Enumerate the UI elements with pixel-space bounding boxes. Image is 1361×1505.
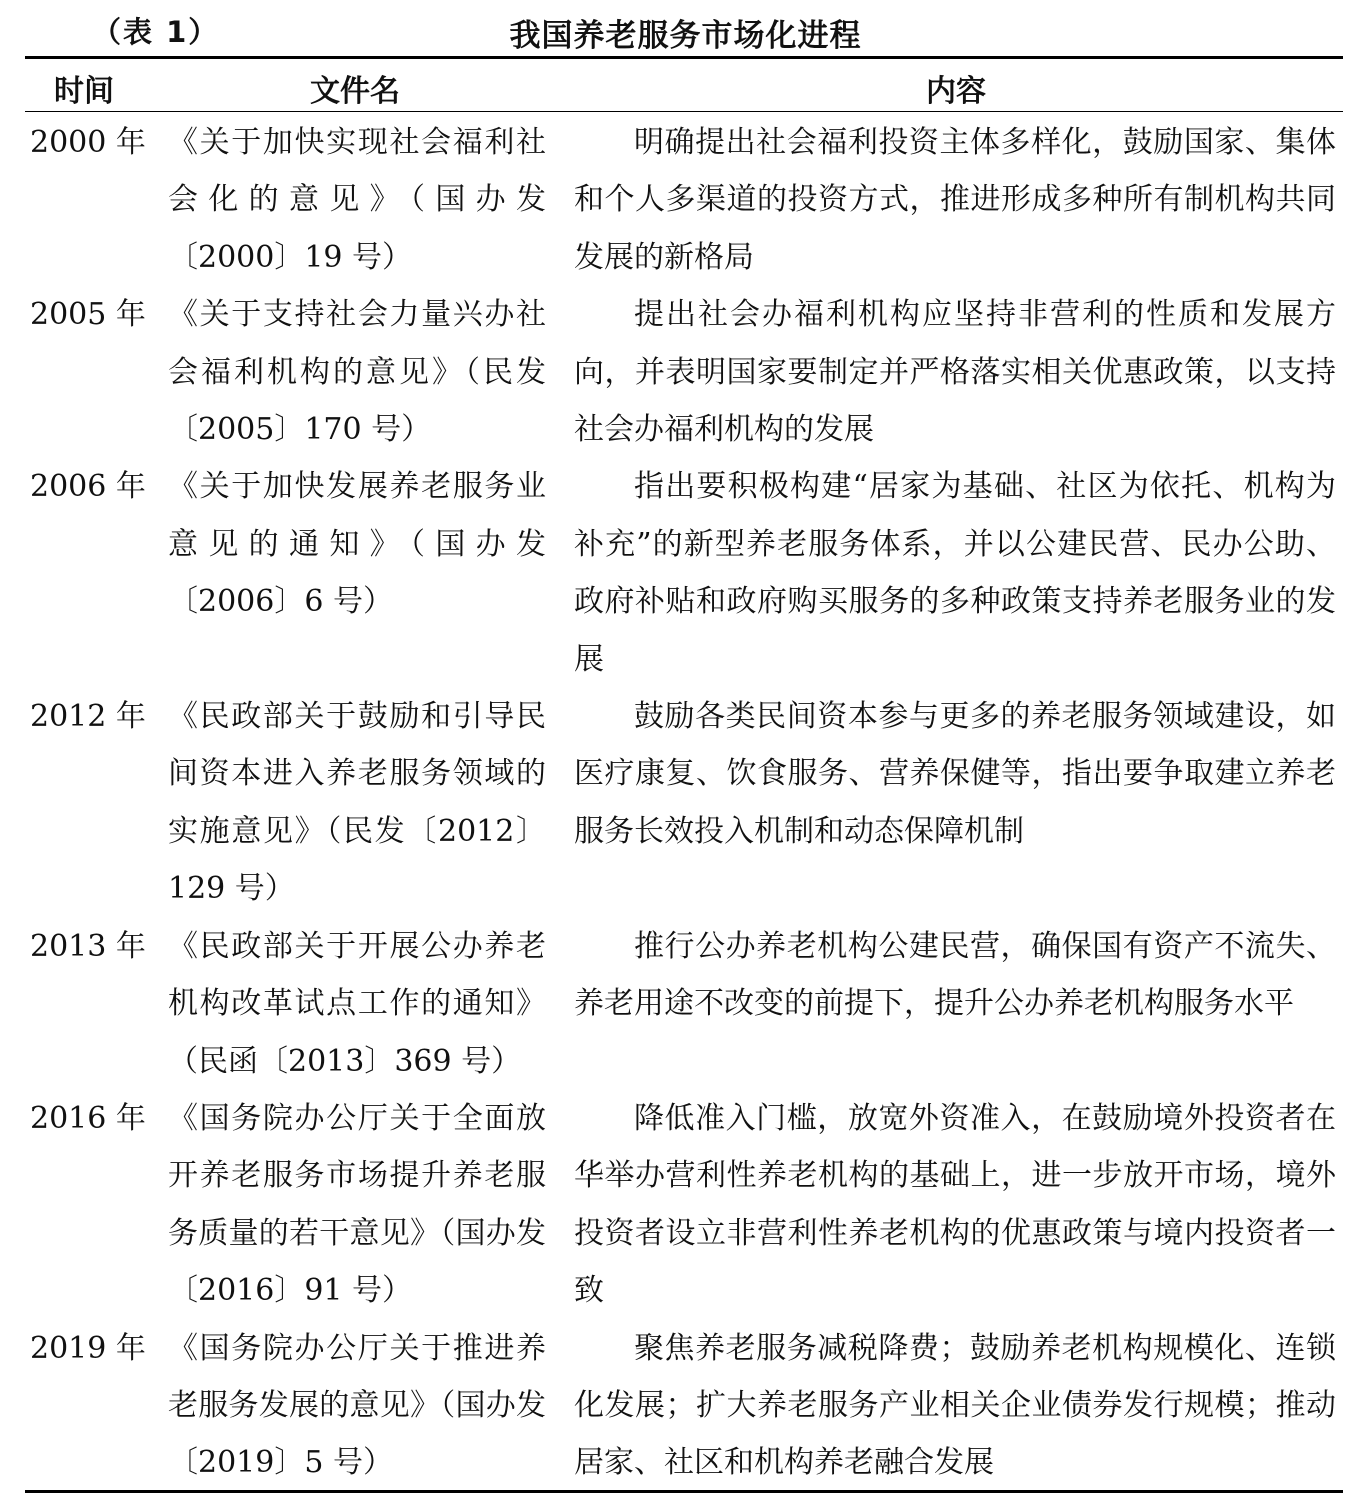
cell-file: 《民政部关于开展公办养老机构改革试点工作的通知》（民函〔2013〕369 号） — [168, 928, 546, 1079]
cell-content: 降低准入门槛，放宽外资准入，在鼓励境外投资者在华举办营利性养老机构的基础上，进一步放开市场，境外投资者设立非营利性养老机构的优惠政策与境内投资者一致 — [574, 1100, 1336, 1309]
cell-time: 2006 年 — [30, 469, 146, 505]
bottom-rule — [25, 1490, 1343, 1493]
column-header-content: 内容 — [926, 74, 986, 109]
column-header-time: 时间 — [54, 74, 114, 109]
table-caption — [0, 6, 1361, 54]
cell-time: 2016 年 — [30, 1100, 146, 1136]
cell-content: 提出社会办福利机构应坚持非营利的性质和发展方向，并表明国家要制定并严格落实相关优惠政策，以支持社会办福利机构的发展 — [574, 297, 1336, 448]
table-row — [0, 918, 1361, 1090]
table-label: （表 1） — [92, 15, 220, 49]
table-row — [0, 458, 1361, 688]
cell-file: 《关于支持社会力量兴办社会福利机构的意见》（民发〔2005〕170 号） — [168, 297, 546, 448]
table-row — [0, 286, 1361, 458]
cell-time: 2005 年 — [30, 297, 146, 333]
table-row — [0, 1320, 1361, 1492]
cell-time: 2019 年 — [30, 1330, 146, 1366]
cell-content: 聚焦养老服务减税降费；鼓励养老机构规模化、连锁化发展；扩大养老服务产业相关企业债券发行规模；推动居家、社区和机构养老融合发展 — [574, 1330, 1336, 1481]
cell-file: 《民政部关于鼓励和引导民间资本进入养老服务领域的实施意见》（民发〔2012〕129 号） — [168, 699, 546, 907]
cell-content: 明确提出社会福利投资主体多样化，鼓励国家、集体和个人多渠道的投资方式，推进形成多种所有制机构共同发展的新格局 — [574, 125, 1336, 275]
cell-file: 《国务院办公厅关于全面放开养老服务市场提升养老服务质量的若干意见》（国办发〔2016〕91 号） — [168, 1100, 546, 1309]
cell-content: 鼓励各类民间资本参与更多的养老服务领域建设，如医疗康复、饮食服务、营养保健等，指出要争取建立养老服务长效投入机制和动态保障机制 — [574, 699, 1336, 849]
table-row — [0, 114, 1361, 286]
cell-file: 《国务院办公厅关于推进养老服务发展的意见》（国办发〔2019〕5 号） — [168, 1330, 546, 1481]
top-rule — [25, 56, 1343, 59]
cell-time: 2000 年 — [30, 125, 146, 160]
cell-time: 2013 年 — [30, 928, 146, 964]
table-title: 我国养老服务市场化进程 — [509, 18, 862, 54]
cell-file: 《关于加快实现社会福利社会化的意见》（国办发〔2000〕19 号） — [168, 125, 546, 275]
header-rule — [25, 111, 1343, 112]
table-body — [0, 114, 1361, 1492]
cell-time: 2012 年 — [30, 699, 146, 735]
cell-content: 指出要积极构建“居家为基础、社区为依托、机构为补充”的新型养老服务体系，并以公建民营、民办公助、政府补贴和政府购买服务的多种政策支持养老服务业的发展 — [574, 469, 1336, 677]
cell-file: 《关于加快发展养老服务业意见的通知》（国办发〔2006〕6 号） — [168, 469, 546, 620]
column-header-file: 文件名 — [310, 74, 400, 109]
table-header — [0, 60, 1361, 110]
table-row — [0, 1090, 1361, 1320]
table-row — [0, 688, 1361, 918]
cell-content: 推行公办养老机构公建民营，确保国有资产不流失、养老用途不改变的前提下，提升公办养老机构服务水平 — [574, 928, 1336, 1022]
